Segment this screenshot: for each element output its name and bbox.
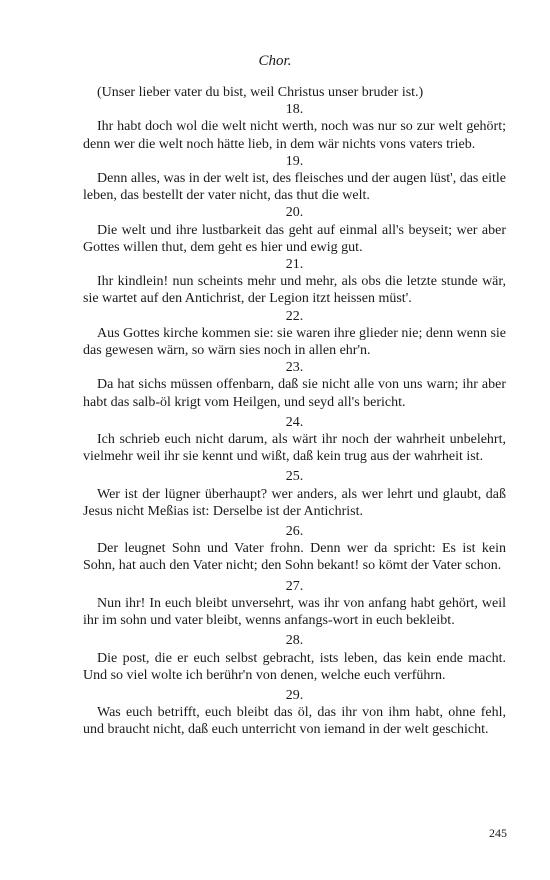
verse-block [83, 523, 506, 575]
verse-block [83, 632, 506, 684]
verse-text: Aus Gottes kirche kommen sie: sie waren ihre glieder nie; denn wenn sie das gewesen wärn, so wärn sies noch in allen ehr'n. [83, 325, 506, 359]
verse-block [83, 359, 506, 411]
verse-text: Nun ihr! In euch bleibt unversehrt, was ihr von anfang habt gehört, weil ihr im sohn und vater bleibt, wenns anfangs-wort in euch bekleibt. [83, 595, 506, 629]
verse-block [83, 468, 506, 520]
verse-text: Der leugnet Sohn und Vater frohn. Denn wer da spricht: Es ist kein Sohn, hat auch den Vater nicht; den Sohn bekant! so kömt der Vater schon. [83, 541, 506, 574]
verse-list [83, 101, 506, 738]
verse-block [83, 578, 506, 630]
verse-number: 28. [285, 633, 304, 649]
verse-number: 19. [285, 153, 304, 169]
verse-block [83, 153, 506, 205]
verse-block [83, 308, 506, 360]
verse-number: 22. [285, 308, 304, 324]
verse-block [83, 204, 506, 256]
verse-block [83, 256, 506, 308]
verse-number: 23. [285, 360, 304, 376]
verse-number: 26. [285, 524, 304, 540]
verse-body [83, 84, 506, 739]
verse-text: Ihr habt doch wol die welt nicht werth, noch was nur so zur welt gehört; denn wer die welt noch hätte lieb, in dem wär nichts vons vaters trieb. [83, 119, 506, 152]
verse-text: Ihr kindlein! nun scheints mehr und mehr, als obs die letzte stunde wär, sie wartet auf den Antichrist, der Legion itzt heissen müst'. [83, 274, 506, 307]
intro-line: (Unser lieber vater du bist, weil Christus unser bruder ist.) [97, 85, 424, 100]
verse-text: Wer ist der lügner überhaupt? wer anders, als wer lehrt und glaubt, daß Jesus nicht Meßias ist: Derselbe ist der Antichrist. [83, 486, 506, 519]
verse-block [83, 687, 506, 739]
verse-number: 21. [285, 257, 304, 273]
verse-text: Da hat sichs müssen offenbarn, daß sie nicht alle von uns warn; ihr aber habt das salb-öl krigt vom Heilgen, und seyd all's bericht. [83, 377, 506, 410]
verse-block [83, 101, 506, 153]
verse-number: 20. [285, 205, 304, 221]
verse-text: Was euch betrifft, euch bleibt das öl, das ihr von ihm habt, ohne fehl, und braucht nicht, daß euch unterricht von iemand in der welt geschicht. [83, 705, 506, 738]
verse-number: 25. [285, 469, 304, 485]
verse-text: Die post, die er euch selbst gebracht, ists leben, das kein ende macht. Und so viel wolte ich berühr'n von denen, welche euch verführn. [83, 650, 506, 683]
verse-number: 27. [285, 578, 304, 594]
verse-text: Denn alles, was in der welt ist, des fleisches und der augen lüst', das eitle leben, das bestellt der vater nicht, das thut die welt. [83, 171, 506, 204]
page-number: 245 [489, 826, 507, 840]
verse-number: 18. [285, 102, 304, 118]
verse-block [83, 414, 506, 466]
verse-text: Die welt und ihre lustbarkeit das geht auf einmal all's beyseit; wer aber Gottes willen thut, dem geht es hier und ewig gut. [83, 222, 506, 255]
running-header: Chor. [258, 53, 292, 69]
verse-number: 24. [285, 414, 304, 430]
verse-text: Ich schrieb euch nicht darum, als wärt ihr noch der wahrheit unbelehrt, vielmehr weil ihr sie kennt und wißt, daß kein trug aus der wahrheit ist. [83, 432, 506, 465]
verse-number: 29. [285, 687, 304, 703]
